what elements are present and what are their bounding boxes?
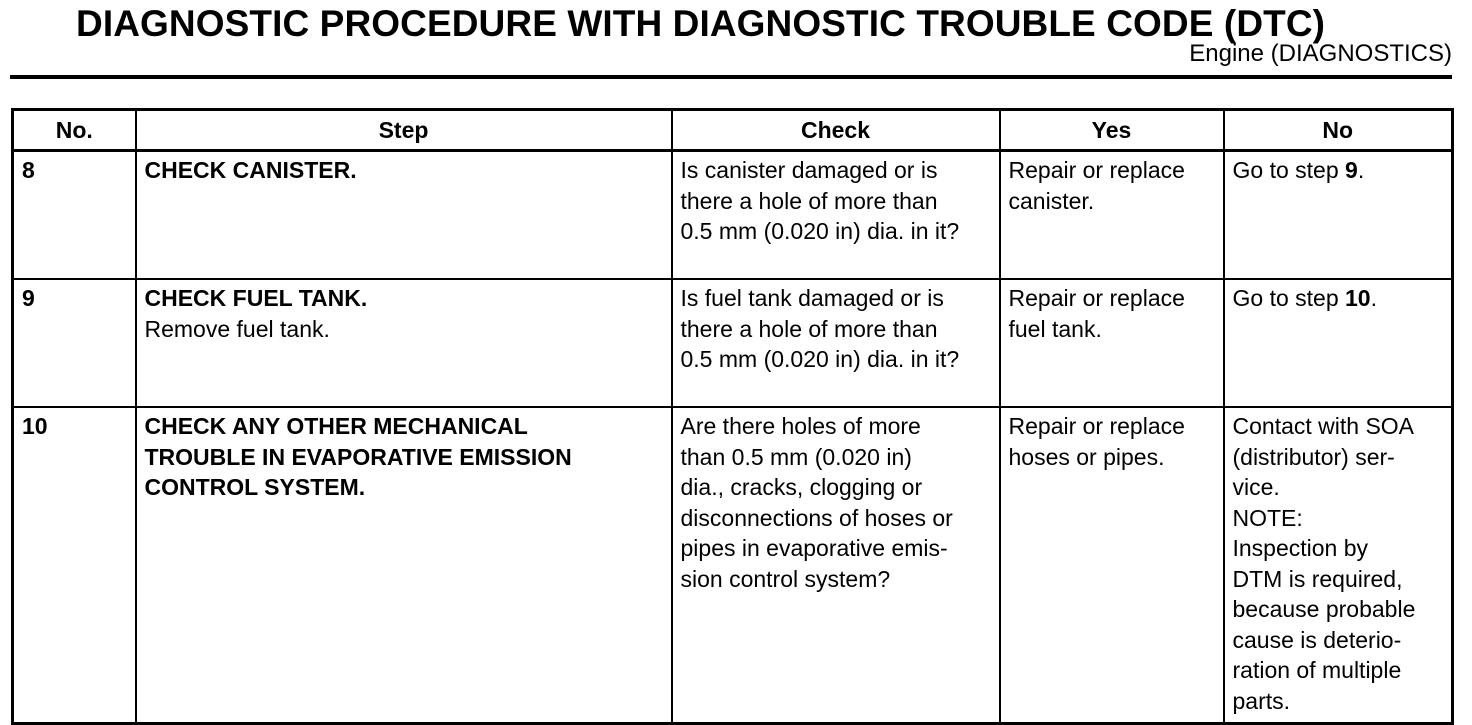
yes-text: Repair or replace xyxy=(1008,157,1185,183)
note-text: because probable xyxy=(1232,596,1416,622)
yes-text: canister. xyxy=(1008,187,1095,214)
next-step-number: 9 xyxy=(1345,157,1358,183)
diagnostic-table xyxy=(11,108,1454,725)
check-cell xyxy=(672,279,1000,407)
no-text: vice. xyxy=(1232,474,1280,500)
note-text: ration of multiple xyxy=(1232,657,1402,683)
page-title: DIAGNOSTIC PROCEDURE WITH DIAGNOSTIC TROUBLE CODE (DTC) xyxy=(76,3,1326,44)
step-title-line: CHECK ANY OTHER MECHANICAL xyxy=(144,413,528,439)
note-text: Inspection by xyxy=(1232,535,1369,561)
yes-cell xyxy=(1000,151,1224,280)
step-cell xyxy=(136,279,672,407)
check-text: disconnections of hoses or xyxy=(680,504,953,531)
note-text: cause is deterio- xyxy=(1232,626,1402,653)
no-text: Go to step xyxy=(1232,157,1346,183)
no-text: (distributor) ser- xyxy=(1232,443,1395,470)
no-text-suffix: . xyxy=(1357,157,1365,183)
table-header-row xyxy=(13,110,1453,151)
yes-cell xyxy=(1000,279,1224,407)
next-step-number: 10 xyxy=(1345,285,1371,311)
check-text: Is canister damaged or is xyxy=(680,157,938,183)
step-number: 9 xyxy=(13,279,136,407)
column-header-no-result: No xyxy=(1224,110,1453,151)
check-text: 0.5 mm (0.020 in) dia. in it? xyxy=(680,346,960,372)
step-title: CHECK CANISTER. xyxy=(144,157,357,183)
header-rule xyxy=(10,75,1452,79)
step-detail: Remove fuel tank. xyxy=(144,315,330,342)
check-text: 0.5 mm (0.020 in) dia. in it? xyxy=(680,218,960,244)
yes-cell xyxy=(1000,407,1224,724)
yes-text: fuel tank. xyxy=(1008,315,1102,342)
column-header-step: Step xyxy=(136,110,672,151)
check-text: Are there holes of more xyxy=(680,413,921,439)
yes-text: Repair or replace xyxy=(1008,413,1185,439)
no-text-suffix: . xyxy=(1370,285,1377,311)
check-text: than 0.5 mm (0.020 in) xyxy=(680,443,912,470)
no-text: Go to step xyxy=(1232,285,1346,311)
step-number: 8 xyxy=(13,151,136,280)
no-cell xyxy=(1224,279,1453,407)
note-label: NOTE: xyxy=(1232,504,1303,531)
check-cell xyxy=(672,151,1000,280)
step-cell xyxy=(136,407,672,724)
table-row xyxy=(13,279,1453,407)
check-text: there a hole of more than xyxy=(680,315,938,342)
step-title-line: CONTROL SYSTEM. xyxy=(144,474,366,500)
step-title: CHECK FUEL TANK. xyxy=(144,285,368,311)
column-header-check: Check xyxy=(672,110,1000,151)
check-cell xyxy=(672,407,1000,724)
check-text: pipes in evaporative emis- xyxy=(680,535,948,561)
yes-text: Repair or replace xyxy=(1008,285,1185,311)
note-text: parts. xyxy=(1232,687,1291,714)
step-cell xyxy=(136,151,672,280)
column-header-yes: Yes xyxy=(1000,110,1224,151)
table-row xyxy=(13,407,1453,724)
note-text: DTM is required, xyxy=(1232,565,1403,592)
step-title-line: TROUBLE IN EVAPORATIVE EMISSION xyxy=(144,443,572,470)
page-subtitle: Engine (DIAGNOSTICS) xyxy=(1189,40,1452,67)
check-text: there a hole of more than xyxy=(680,187,938,214)
yes-text: hoses or pipes. xyxy=(1008,443,1165,470)
no-cell xyxy=(1224,407,1453,724)
check-text: dia., cracks, clogging or xyxy=(680,474,923,500)
check-text: sion control system? xyxy=(680,565,891,592)
no-text: Contact with SOA xyxy=(1232,413,1415,439)
column-header-no: No. xyxy=(13,110,136,151)
no-cell xyxy=(1224,151,1453,280)
check-text: Is fuel tank damaged or is xyxy=(680,285,944,311)
step-number: 10 xyxy=(13,407,136,724)
table-row xyxy=(13,151,1453,280)
